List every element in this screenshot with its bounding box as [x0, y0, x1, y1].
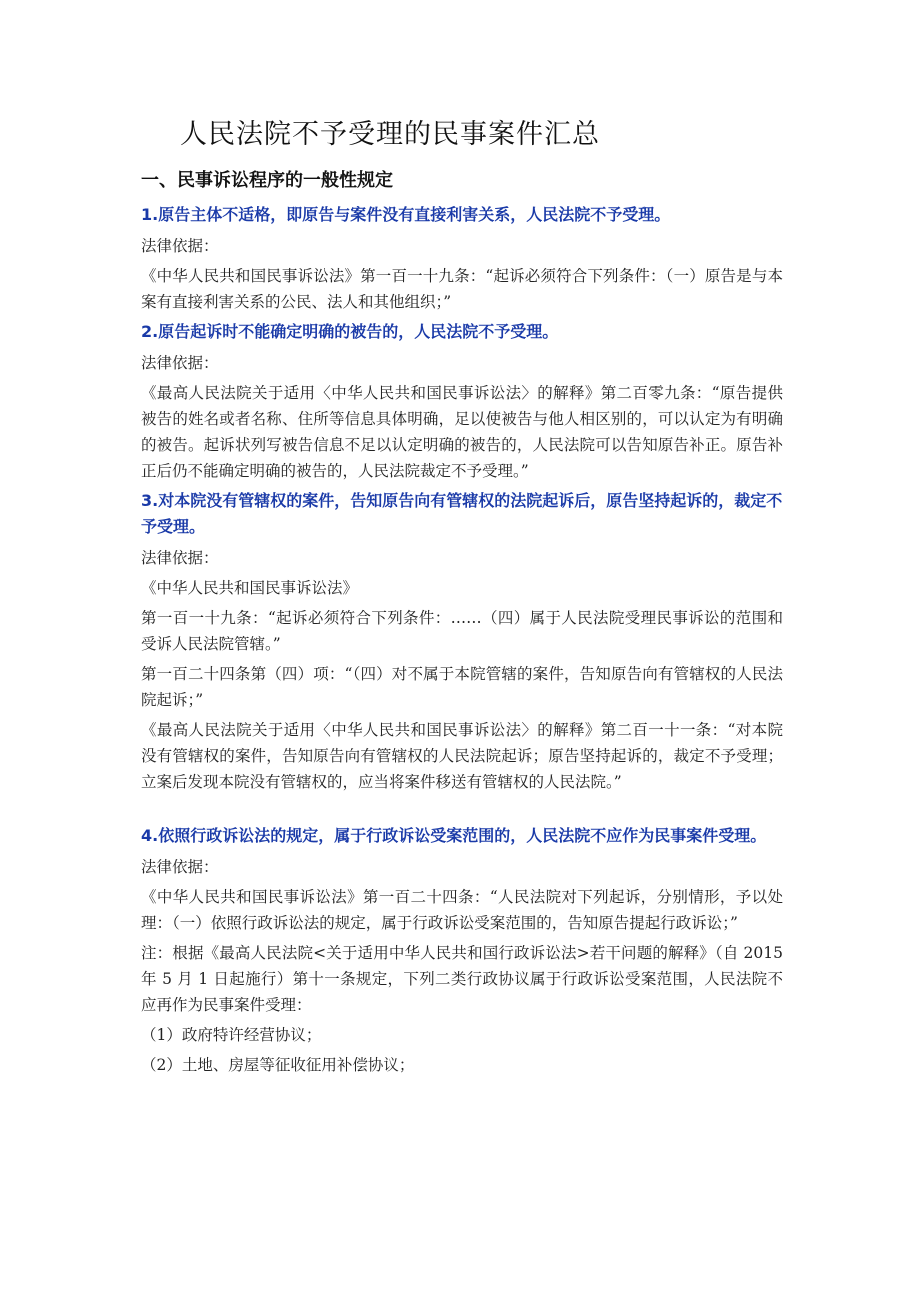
item-3-text-1: 第一百一十九条：“起诉必须符合下列条件：……（四）属于人民法院受理民事诉讼的范围和受诉人民法院管辖。” [141, 609, 783, 653]
item-1-heading: 1.原告主体不适格，即原告与案件没有直接利害关系，人民法院不予受理。 [141, 205, 671, 224]
item-4-text-1: 《中华人民共和国民事诉讼法》第一百二十四条：“人民法院对下列起诉，分别情形，予以处理：（一）依照行政诉讼法的规定，属于行政诉讼受案范围的，告知原告提起行政诉讼；” [141, 888, 783, 932]
item-3-text-3: 《最高人民法院关于适用〈中华人民共和国民事诉讼法〉的解释》第二百一十一条：“对本院没有管辖权的案件，告知原告向有管辖权的人民法院起诉；原告坚持起诉的，裁定不予受理；立案后发现本院没有管辖权的，应当将案件移送有管辖权的人民法院。” [141, 721, 783, 791]
spacer [141, 799, 783, 823]
document-body [141, 166, 783, 1082]
item-1-label: 法律依据： [141, 237, 219, 255]
item-4-heading: 4.依照行政诉讼法的规定，属于行政诉讼受案范围的，人民法院不应作为民事案件受理。 [141, 826, 767, 845]
item-4-list-2: （2）土地、房屋等征收征用补偿协议； [141, 1056, 415, 1074]
item-4-note: 注：根据《最高人民法院<关于适用中华人民共和国行政诉讼法>若干问题的解释》（自 2015 年 5 月 1 日起施行）第十一条规定，下列二类行政协议属于行政诉讼受案范围，人民法院不应再作为民事案件受理： [141, 944, 783, 1014]
item-4-label: 法律依据： [141, 858, 219, 876]
item-4-list-1: （1）政府特许经营协议； [141, 1026, 322, 1044]
item-1-text: 《中华人民共和国民事诉讼法》第一百一十九条：“起诉必须符合下列条件：（一）原告是与本案有直接利害关系的公民、法人和其他组织；” [141, 267, 783, 311]
item-2-heading: 2.原告起诉时不能确定明确的被告的，人民法院不予受理。 [141, 322, 559, 341]
page-title: 人民法院不予受理的民事案件汇总 [180, 119, 600, 150]
item-2-label: 法律依据： [141, 354, 219, 372]
item-3-label: 法律依据： [141, 549, 219, 567]
item-3-text-2: 第一百二十四条第（四）项：“（四）对不属于本院管辖的案件，告知原告向有管辖权的人民法院起诉；” [141, 665, 783, 709]
item-3-law: 《中华人民共和国民事诉讼法》 [141, 579, 359, 597]
item-2-text: 《最高人民法院关于适用〈中华人民共和国民事诉讼法〉的解释》第二百零九条：“原告提供被告的姓名或者名称、住所等信息具体明确，足以使被告与他人相区别的，可以认定为有明确的被告。起诉状列写被告信息不足以认定明确的被告的，人民法院可以告知原告补正。原告补正后仍不能确定明确的被告的，人民法院裁定不予受理。” [141, 384, 783, 480]
section-heading: 一、民事诉讼程序的一般性规定 [141, 170, 393, 191]
item-3-heading: 3.对本院没有管辖权的案件，告知原告向有管辖权的法院起诉后，原告坚持起诉的，裁定不予受理。 [141, 491, 783, 536]
